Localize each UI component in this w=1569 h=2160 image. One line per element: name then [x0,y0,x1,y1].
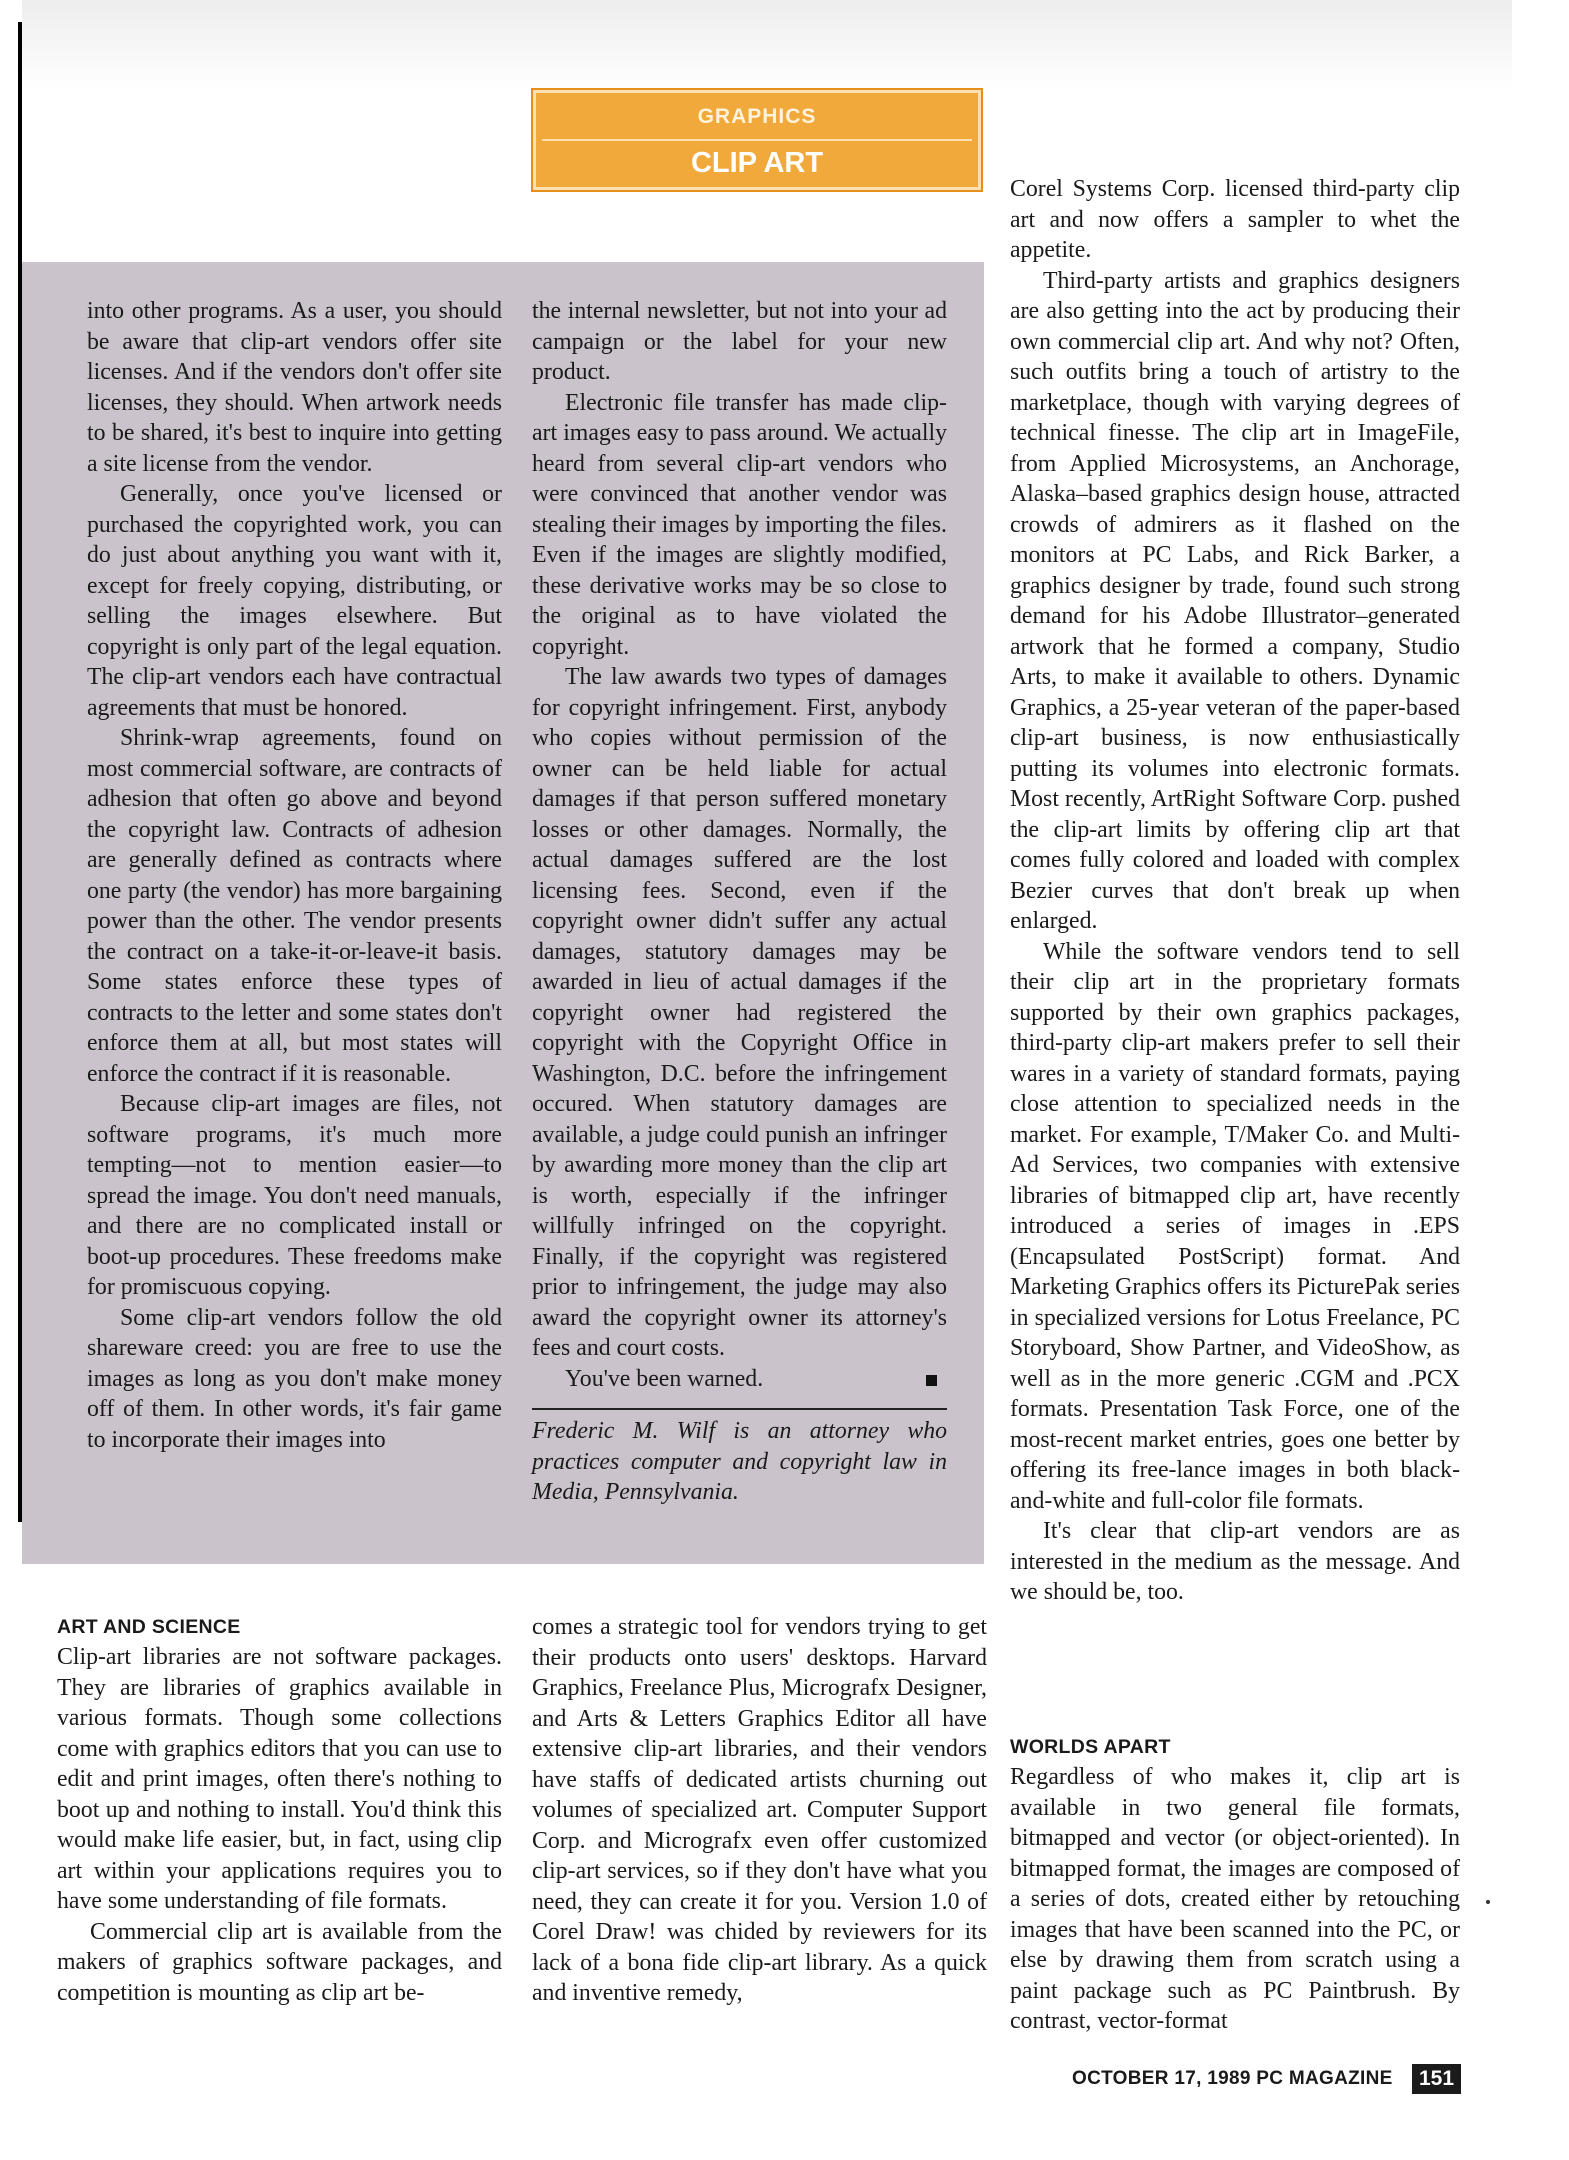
header-kicker: GRAPHICS [697,105,817,128]
paragraph: It's clear that clip-art vendors are as interested in the medium as the message. And we should be, too. [1010,1518,1460,1605]
paragraph: Regardless of who makes it, clip art is available in two general file formats, bitmapped and vector (or object-oriented). In bitmapped format, the images are composed of a series of dots, created either by retouching images that have been scanned into the PC, or else by drawing them from scratch using a paint package such as PC Paintbrush. By contrast, vector-format [1010,1764,1460,2034]
header-section-title: CLIP ART [690,147,824,179]
paragraph: Electronic file transfer has made clip-art images easy to pass around. We actually heard from several clip-art vendors who were convinced that another vendor was stealing their images by importing the files. Even if the images are slightly modified, these derivative works may be so close to the original as to have violated the copyright. [532,389,947,660]
paragraph-with-end-mark [532,1364,947,1395]
section-header [533,90,981,190]
paragraph: Clip-art libraries are not software packages. They are libraries of graphics available in various formats. Though some collections come with graphics editors that you can use to edit and print images, often there's nothing to boot up and nothing to install. You'd think this would make life easier, but, in fact, using clip art within your applications requires you to have some understanding of file formats. [57,1644,502,1914]
paragraph: The law awards two types of damages for copyright infringement. First, anybody who copies without permission of the owner can be held liable for actual damages if that person suffered monetary losses or other damages. Normally, the actual damages suffered are the lost licensing fees. Second, even if the copyright owner didn't suffer any actual damages, statutory damages may be awarded in lieu of actual damages if the copyright owner had registered the copyright with the Copyright Office in Washington, D.C. before the infringement occured. When statutory damages are available, a judge could punish an infringer by awarding more money than the clip art is worth, especially if the infringer willfully infringed on the copyright. Finally, if the copyright was registered prior to infringement, the judge may also award the copyright owner its attorney's fees and court costs. [532,664,947,1361]
paragraph: Because clip-art images are files, not software programs, it's much more tempting—not to mention easier—to spread the image. You don't need manuals, and there are no complicated install or boot-up procedures. These freedoms make for promiscuous copying. [87,1091,502,1300]
sidebar-column-1 [87,296,502,1455]
paragraph: Third-party artists and graphics designers are also getting into the act by producing their own commercial clip art. And why not? Often, such outfits bring a touch of artistry to the marketplace, though with varying degrees of technical finesse. The clip art in ImageFile, from Applied Microsystems, an Anchorage, Alaska–based graphics design house, attracted crowds of admirers as it flashed on the monitors at PC Labs, and Rick Barker, a graphics designer by trade, found such strong demand for his Adobe Illustrator–generated artwork that he formed a company, Studio Arts, to make it available to others. Dynamic Graphics, a 25-year veteran of the paper-based clip-art business, is now enthusiastically putting its volumes into electronic formats. Most recently, ArtRight Software Corp. pushed the clip-art limits by offering clip art that comes fully colored and loaded with complex Bezier curves that don't break up when enlarged. [1010,267,1460,934]
main-column-1 [57,1612,502,2008]
paragraph: comes a strategic tool for vendors trying to get their products onto users' desktops. Harvard Graphics, Freelance Plus, Micrografx Designer, and Arts & Letters Graphics Editor all have extensive clip-art libraries, and their vendors have staffs of dedicated artists churning out volumes of specialized art. Computer Support Corp. and Micrografx even offer customized clip-art services, so if they don't have what you need, they can create it for you. Version 1.0 of Corel Draw! was chided by reviewers for its lack of a bona fide clip-art library. As a quick and inventive remedy, [532,1614,987,2006]
paragraph: Generally, once you've licensed or purchased the copyrighted work, you can do just about anything you want with it, except for freely copying, distributing, or selling the images elsewhere. But copyright is only part of the legal equation. The clip-art vendors each have contractual agreements that must be honored. [87,481,502,721]
top-page-shadow [22,0,1512,90]
end-square-icon [926,1375,937,1386]
main-column-3 [1010,174,1460,1608]
header-divider [542,139,972,141]
page-footer: OCTOBER 17, 1989 PC MAGAZINE [1072,2068,1393,2089]
paragraph: Shrink-wrap agreements, found on most commercial software, are contracts of adhesion that often go above and beyond the copyright law. Contracts of adhesion are generally defined as contracts where one party (the vendor) has more bargaining power than the other. The vendor presents the contract on a take-it-or-leave-it basis. Some states enforce these types of contracts to the letter and some states don't enforce them at all, but most states will enforce the contract if it is reasonable. [87,725,502,1087]
paragraph: into other programs. As a user, you should be aware that clip-art vendors offer site licenses. And if the vendors don't offer site licenses, they should. When artwork needs to be shared, it's best to inquire into getting a site license from the vendor. [87,298,502,477]
paragraph: Some clip-art vendors follow the old shareware creed: you are free to use the images as long as you don't make money off of them. In other words, it's fair game to incorporate their images into [87,1304,502,1453]
author-bio: Frederic M. Wilf is an attorney who practices computer and copyright law in Media, Pennsylvania. [532,1418,947,1505]
margin-speck [1486,1900,1490,1904]
page-number: 151 [1412,2064,1461,2094]
bio-divider [532,1408,947,1416]
subheading-worlds-apart: WORLDS APART [1010,1736,1171,1758]
paragraph: While the software vendors tend to sell their clip art in the proprietary formats supported by their own graphics packages, third-party clip-art makers prefer to sell their wares in a variety of standard formats, paying close attention to specialized needs in the market. For example, T/Maker Co. and Multi-Ad Services, two companies with extensive libraries of bitmapped clip art, have recently introduced a series of images in .EPS (Encapsulated PostScript) format. And Marketing Graphics offers its PicturePak series in specialized versions for Lotus Freelance, PC Storyboard, Show Partner, and VideoShow, as well as in the more generic .CGM and .PCX formats. Presentation Task Force, one of the most-recent market entries, goes one better by offering its free-lance images in both black-and-white and full-color file formats. [1010,938,1460,1514]
main-column-2 [532,1612,987,2009]
paragraph: Commercial clip art is available from the makers of graphics software packages, and competition is mounting as clip art be- [57,1918,502,2006]
paragraph: the internal newsletter, but not into your ad campaign or the label for your new product. [532,298,947,385]
paragraph: Corel Systems Corp. licensed third-party clip art and now offers a sampler to whet the appetite. [1010,176,1460,263]
subheading-art-and-science: ART AND SCIENCE [57,1616,241,1638]
main-column-3-lower [1010,1732,1460,2037]
closing-line: You've been warned. [565,1365,764,1392]
sidebar-column-2 [532,296,947,1508]
